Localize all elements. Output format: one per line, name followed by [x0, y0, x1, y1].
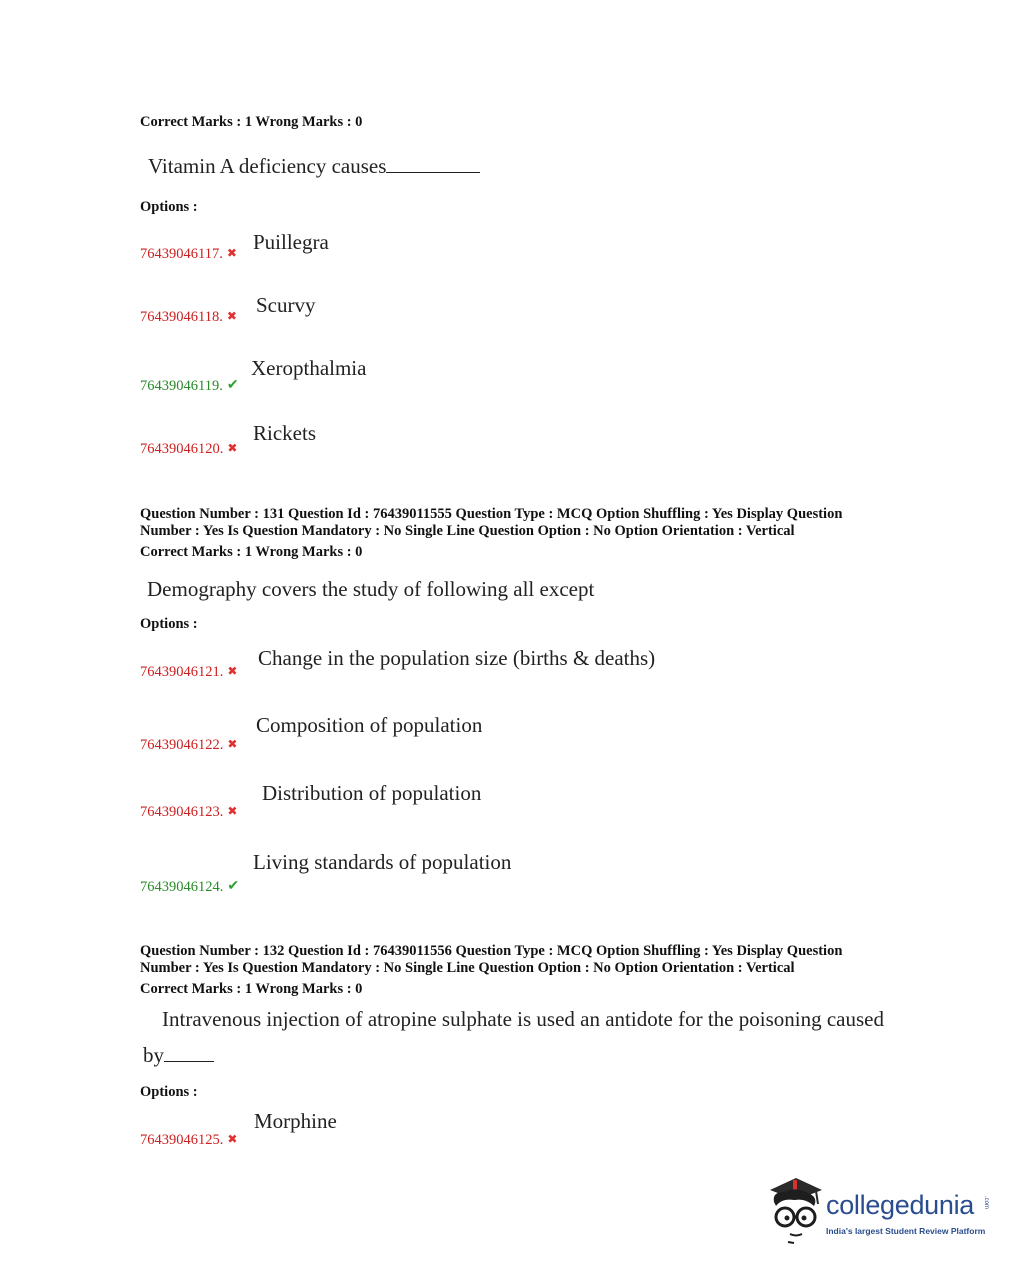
- q131-option-4-text: Living standards of population: [253, 850, 512, 874]
- answer-blank: [164, 1043, 214, 1062]
- check-icon: ✔: [227, 879, 240, 894]
- cross-icon: ✖: [227, 1132, 238, 1146]
- q131-marks: Correct Marks : 1 Wrong Marks : 0: [140, 544, 363, 560]
- q130-question: Vitamin A deficiency causes: [148, 154, 480, 179]
- q132-option-1-id: 76439046125. ✖: [140, 1132, 238, 1148]
- q130-option-4-id: 76439046120. ✖: [140, 441, 238, 457]
- q130-option-4-text: Rickets: [253, 421, 316, 445]
- q130-marks: Correct Marks : 1 Wrong Marks : 0: [140, 114, 363, 130]
- cross-icon: ✖: [227, 664, 238, 678]
- logo-tagline: India's largest Student Review Platform: [826, 1226, 986, 1236]
- cross-icon: ✖: [227, 737, 238, 751]
- q131-option-4-id: 76439046124. ✔: [140, 879, 240, 895]
- q131-meta-line1: Question Number : 131 Question Id : 76439011555 Question Type : MCQ Option Shuffling : Yes Display Question: [140, 506, 843, 522]
- q131-meta-line2: Number : Yes Is Question Mandatory : No Single Line Question Option : No Option Orientation : Vertical: [140, 523, 795, 539]
- q132-marks: Correct Marks : 1 Wrong Marks : 0: [140, 981, 363, 997]
- q130-option-3-text: Xeropthalmia: [251, 356, 367, 380]
- q131-meta: [140, 506, 900, 540]
- mascot-icon: [766, 1176, 824, 1244]
- q131-option-2-id: 76439046122. ✖: [140, 737, 238, 753]
- q131-option-1-text: Change in the population size (births & deaths): [258, 646, 656, 670]
- logo-wordmark: collegedunia: [826, 1190, 975, 1220]
- q131-option-3-text: Distribution of population: [262, 781, 482, 805]
- q132-options-label: Options :: [140, 1084, 198, 1100]
- logo-dotcom: .com: [983, 1196, 989, 1210]
- q130-option-1-text: Puillegra: [253, 230, 329, 254]
- q132-meta-line1: Question Number : 132 Question Id : 76439011556 Question Type : MCQ Option Shuffling : Yes Display Question: [140, 943, 843, 959]
- q132-meta: [140, 943, 900, 977]
- cross-icon: ✖: [226, 309, 237, 323]
- answer-blank: [386, 154, 480, 173]
- q131-option-1-id: 76439046121. ✖: [140, 664, 238, 680]
- q132-meta-line2: Number : Yes Is Question Mandatory : No Single Line Question Option : No Option Orientation : Vertical: [140, 960, 795, 976]
- q132-question-line1: Intravenous injection of atropine sulphate is used an antidote for the poisoning caused: [162, 1007, 884, 1031]
- cross-icon: ✖: [227, 441, 238, 455]
- q130-option-3-id: 76439046119. ✔: [140, 378, 239, 394]
- q130-option-2-id: 76439046118. ✖: [140, 309, 237, 325]
- q132-question-line2: by: [143, 1043, 214, 1068]
- q130-option-2-text: Scurvy: [256, 293, 316, 317]
- q131-options-label: Options :: [140, 616, 198, 632]
- cross-icon: ✖: [226, 246, 237, 260]
- q130-options-label: Options :: [140, 199, 198, 215]
- q130-option-1-id: 76439046117. ✖: [140, 246, 237, 262]
- q131-option-3-id: 76439046123. ✖: [140, 804, 238, 820]
- cross-icon: ✖: [227, 804, 238, 818]
- check-icon: ✔: [226, 378, 239, 393]
- q132-option-1-text: Morphine: [254, 1109, 337, 1133]
- q131-option-2-text: Composition of population: [256, 713, 483, 737]
- q131-question: Demography covers the study of following all except: [147, 577, 595, 601]
- collegedunia-logo: [766, 1176, 990, 1246]
